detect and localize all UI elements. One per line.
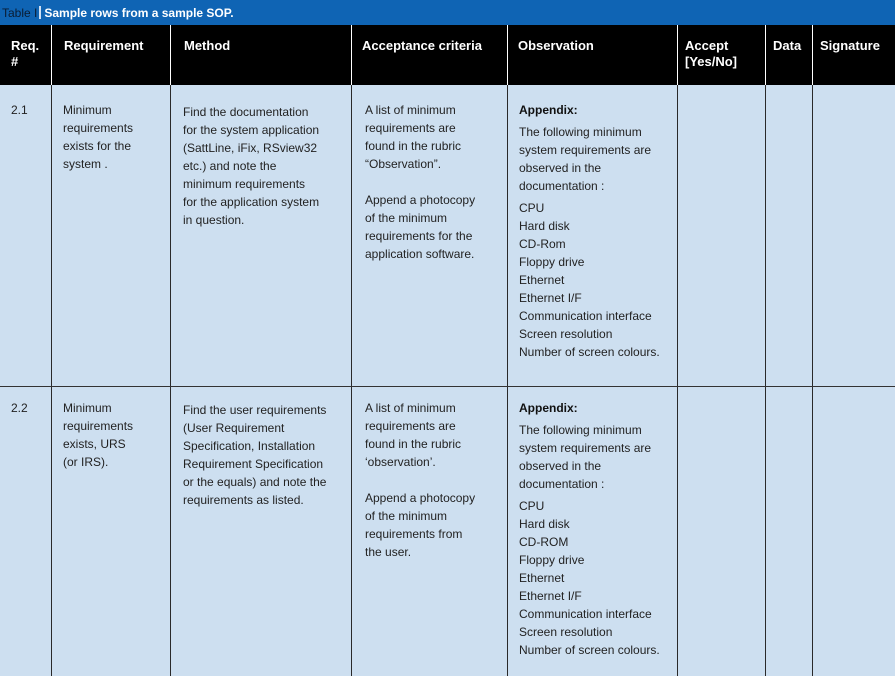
header-method: Method xyxy=(184,38,231,53)
text-line: documentation : xyxy=(519,179,605,193)
text-line: of the minimum xyxy=(365,509,448,523)
list-item: Screen resolution xyxy=(519,327,613,341)
row1-requirement xyxy=(63,101,133,173)
row2-method xyxy=(183,401,326,509)
row1-req: 2.1 xyxy=(11,103,28,117)
text-line: observed in the xyxy=(519,459,602,473)
row1-observation xyxy=(519,101,660,361)
text-line: requirements xyxy=(63,419,134,433)
text-line: A list of minimum xyxy=(365,401,456,415)
header-signature: Signature xyxy=(820,38,880,53)
text-line: for the system application xyxy=(183,123,320,137)
list-item: Number of screen colours. xyxy=(519,643,660,657)
requirement-list xyxy=(519,199,660,361)
requirement-list xyxy=(519,497,660,659)
text-line: application software. xyxy=(365,247,475,261)
text-line: “Observation”. xyxy=(365,157,442,171)
text-line: system requirements are xyxy=(519,441,652,455)
row2-requirement xyxy=(63,399,133,471)
text-line: Append a photocopy xyxy=(365,491,476,505)
row-divider xyxy=(0,386,895,387)
header-divider xyxy=(677,25,678,85)
list-item: CPU xyxy=(519,201,545,215)
row2-acceptance xyxy=(365,399,475,561)
table-number: Table I xyxy=(2,6,38,20)
table-caption xyxy=(0,0,895,25)
header-divider xyxy=(812,25,813,85)
list-item: Screen resolution xyxy=(519,625,613,639)
header-divider xyxy=(170,25,171,85)
text-line: Minimum xyxy=(63,401,112,415)
text-line: minimum requirements xyxy=(183,177,306,191)
text-line: found in the rubric xyxy=(365,139,462,153)
list-item: Communication interface xyxy=(519,607,652,621)
row2-req: 2.2 xyxy=(11,401,28,415)
column-divider xyxy=(812,25,813,676)
header-divider xyxy=(351,25,352,85)
text-line: Append a photocopy xyxy=(365,193,476,207)
list-item: CD-ROM xyxy=(519,535,569,549)
text-line: requirements for the xyxy=(365,229,473,243)
text-line: (or IRS). xyxy=(63,455,109,469)
text-line: requirements as listed. xyxy=(183,493,304,507)
table-header xyxy=(0,25,895,85)
text-line: system . xyxy=(63,157,108,171)
row1-method xyxy=(183,103,319,229)
text-line: or the equals) and note the xyxy=(183,475,327,489)
appendix-heading: Appendix: xyxy=(519,401,578,415)
text-line: system requirements are xyxy=(519,143,652,157)
header-req: Req. # xyxy=(11,38,40,69)
list-item: Hard disk xyxy=(519,517,570,531)
appendix-heading: Appendix: xyxy=(519,103,578,117)
text-line: the user. xyxy=(365,545,412,559)
header-acceptance-criteria: Acceptance criteria xyxy=(362,38,482,53)
text-line: Minimum xyxy=(63,103,112,117)
list-item: Ethernet xyxy=(519,273,565,287)
text-line: of the minimum xyxy=(365,211,448,225)
text-line: exists, URS xyxy=(63,437,126,451)
text-line: (User Requirement xyxy=(183,421,285,435)
text-line: requirements xyxy=(63,121,134,135)
text-line: requirements from xyxy=(365,527,463,541)
list-item: CD-Rom xyxy=(519,237,566,251)
column-divider xyxy=(677,25,678,676)
header-data: Data xyxy=(773,38,802,53)
text-line: A list of minimum xyxy=(365,103,456,117)
text-line: observed in the xyxy=(519,161,602,175)
list-item: Communication interface xyxy=(519,309,652,323)
column-divider xyxy=(51,25,52,676)
column-divider xyxy=(507,25,508,676)
header-divider xyxy=(507,25,508,85)
header-divider xyxy=(765,25,766,85)
header-divider xyxy=(51,25,52,85)
list-item: Ethernet I/F xyxy=(519,589,582,603)
caption-divider xyxy=(39,6,41,19)
list-item: Hard disk xyxy=(519,219,570,233)
text-line: ‘observation’. xyxy=(365,455,436,469)
text-line: requirements are xyxy=(365,121,456,135)
text-line: The following minimum xyxy=(519,423,642,437)
list-item: Floppy drive xyxy=(519,553,585,567)
text-line: Specification, Installation xyxy=(183,439,316,453)
text-line: documentation : xyxy=(519,477,605,491)
column-divider xyxy=(170,25,171,676)
list-item: CPU xyxy=(519,499,545,513)
header-requirement: Requirement xyxy=(64,38,144,53)
text-line: Find the user requirements xyxy=(183,403,327,417)
table-title: Sample rows from a sample SOP. xyxy=(44,6,234,20)
list-item: Ethernet I/F xyxy=(519,291,582,305)
text-line: exists for the xyxy=(63,139,132,153)
row2-observation xyxy=(519,399,660,659)
text-line: Requirement Specification xyxy=(183,457,324,471)
row1-acceptance xyxy=(365,101,475,263)
header-accept: Accept [Yes/No] xyxy=(685,38,738,69)
text-line: for the application system xyxy=(183,195,320,209)
list-item: Floppy drive xyxy=(519,255,585,269)
list-item: Ethernet xyxy=(519,571,565,585)
text-line: The following minimum xyxy=(519,125,642,139)
list-item: Number of screen colours. xyxy=(519,345,660,359)
column-divider xyxy=(765,25,766,676)
text-line: found in the rubric xyxy=(365,437,462,451)
column-divider xyxy=(351,25,352,676)
text-line: Find the documentation xyxy=(183,105,309,119)
text-line: etc.) and note the xyxy=(183,159,277,173)
text-line: requirements are xyxy=(365,419,456,433)
text-line: in question. xyxy=(183,213,245,227)
header-observation: Observation xyxy=(518,38,594,53)
text-line: (SattLine, iFix, RSview32 xyxy=(183,141,318,155)
